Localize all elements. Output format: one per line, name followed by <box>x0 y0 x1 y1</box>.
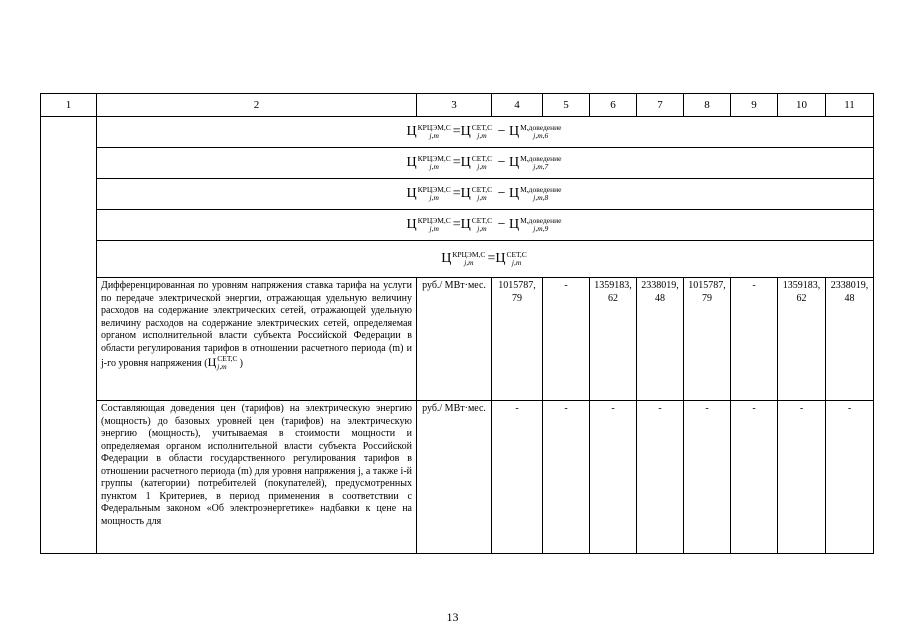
value-cell: - <box>543 278 590 401</box>
value-cell: - <box>637 401 684 554</box>
formula-cell <box>97 179 874 210</box>
value-cell: 1359183, 62 <box>778 278 826 401</box>
formula-row <box>41 241 874 278</box>
formula-row <box>41 210 874 241</box>
value-cell: - <box>684 401 731 554</box>
value-cell: - <box>826 401 874 554</box>
header-cell: 1 <box>41 94 97 117</box>
description-cell: Дифференцированная по уровням напряжения ставка тарифа на услуги по передаче электрической энергии, отражающая удельную величину расходов на содержание электрических сетей, отражающей удельную величину расходов на содержание электрических сетей, определяемая органом исполнительной власти субъекта Российской Федерации в области регулирования тарифов в отношении расчетного периода (m) и j-го уровня напряжения (Ц СЕТ,С j,m ) <box>97 278 417 401</box>
formula-cell <box>97 117 874 148</box>
formula-cell <box>97 210 874 241</box>
formula-row <box>41 148 874 179</box>
formula: Ц СЕТ,С j,m <box>207 354 238 371</box>
description-text: Составляющая доведения цен (тарифов) на электрическую энергию (мощность) до базовых уровней цен (тарифов) на электрическую энергию (мощность), учитываемая в стоимости мощности и определяемая органом исполнительной власти субъекта Российской Федерации в области государственного регулирования тарифов в отношении расчетного периода (m) для уровня напряжения j, а также i-й группы (категории) потребителей (покупателей), предусмотренных пунктом 1 Критериев, в период применения в соответствии с Федеральным законом «Об электроэнергетике» надбавки к цене на мощность для <box>101 403 412 527</box>
value-cell: 1015787, 79 <box>684 278 731 401</box>
value-cell: 2338019, 48 <box>826 278 874 401</box>
value-cell: - <box>492 401 543 554</box>
value-cell: - <box>543 401 590 554</box>
header-cell: 8 <box>684 94 731 117</box>
header-cell: 7 <box>637 94 684 117</box>
header-cell: 6 <box>590 94 637 117</box>
value-cell: - <box>731 278 778 401</box>
row-number-cell <box>41 117 97 554</box>
table-row <box>41 278 874 401</box>
header-cell: 9 <box>731 94 778 117</box>
header-row <box>41 94 874 117</box>
value-cell: - <box>778 401 826 554</box>
description-cell <box>97 401 417 554</box>
tariff-table <box>40 93 874 554</box>
formula-cell <box>97 148 874 179</box>
value-cell: 2338019, 48 <box>637 278 684 401</box>
header-cell: 3 <box>417 94 492 117</box>
value-cell: - <box>590 401 637 554</box>
header-cell: 5 <box>543 94 590 117</box>
table-row <box>41 401 874 554</box>
value-cell: 1015787, 79 <box>492 278 543 401</box>
formula: Ц КРЦЭМ,С j,m =Ц СЕТ,С j,m − Ц М,доведение j,m,6 <box>406 123 562 140</box>
header-cell: 4 <box>492 94 543 117</box>
formula: Ц КРЦЭМ,С j,m =Ц СЕТ,С j,m − Ц М,доведение j,m,8 <box>406 185 562 202</box>
value-cell: - <box>731 401 778 554</box>
page-number: 13 <box>446 610 459 624</box>
header-cell: 10 <box>778 94 826 117</box>
formula: Ц КРЦЭМ,С j,m =Ц СЕТ,С j,m − Ц М,доведение j,m,7 <box>406 154 562 171</box>
header-cell: 2 <box>97 94 417 117</box>
formula: Ц КРЦЭМ,С j,m =Ц СЕТ,С j,m − Ц М,доведение j,m,9 <box>406 216 562 233</box>
formula-row <box>41 179 874 210</box>
formula-cell <box>97 241 874 278</box>
value-cell: 1359183, 62 <box>590 278 637 401</box>
unit-cell: руб./ МВт·мес. <box>417 401 492 554</box>
formula-row <box>41 117 874 148</box>
unit-cell: руб./ МВт·мес. <box>417 278 492 401</box>
formula: Ц КРЦЭМ,С j,m =Ц СЕТ,С j,m <box>441 250 527 267</box>
header-cell: 11 <box>826 94 874 117</box>
